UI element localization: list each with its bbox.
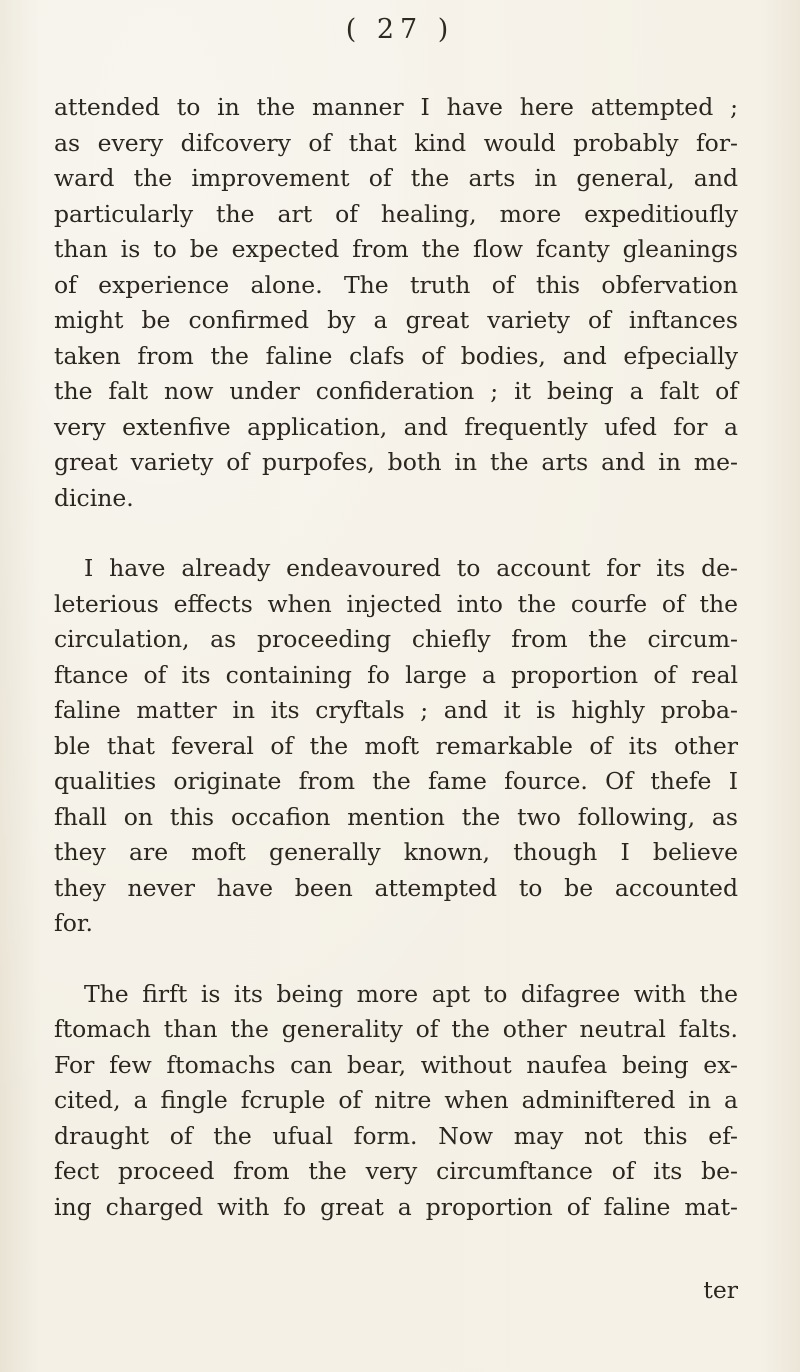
text-line: The firft is its being more apt to difagree with the [84,979,738,1008]
paragraph-gap [54,942,738,977]
text-line: particularly the art of healing, more expeditioufly [54,199,738,228]
text-line: faline matter in its cryftals ; and it is highly proba- [54,696,738,724]
paragraph [54,977,738,1226]
text-line: might be confirmed by a great variety of inftances [54,306,738,334]
text-line: very extenfive application, and frequently ufed for a [54,412,738,441]
text-line: the falt now under confideration ; it being a falt of [54,377,738,405]
text-line: great variety of purpofes, both in the arts and in me- [54,448,738,476]
text-line: fhall on this occafion mention the two following, as [54,802,738,831]
text-line: For few ftomachs can bear, without naufea being ex- [54,1050,738,1079]
text-line: than is to be expected from the flow fcanty gleanings [54,235,738,263]
text-line: cited, a fingle fcruple of nitre when adminiftered in a [54,1086,738,1114]
text-line: attended to in the manner I have here attempted ; [54,93,738,121]
text-line: of experience alone. The truth of this obfervation [54,270,738,299]
text-line: as every difcovery of that kind would probably for- [54,128,738,157]
text-line: ward the improvement of the arts in general, and [54,164,738,192]
body-text [54,90,738,1225]
paragraph [54,90,738,516]
text-line: ftomach than the generality of the other neutral falts. [54,1015,738,1043]
text-line: ing charged with fo great a proportion of faline mat- [54,1192,738,1221]
paragraph [54,551,738,942]
text-line: leterious effects when injected into the courfe of the [54,589,738,618]
text-line: they never have been attempted to be accounted [54,873,738,902]
paragraph-gap [54,516,738,551]
text-line: they are moft generally known, though I believe [54,838,738,866]
text-line: ftance of its containing fo large a proportion of real [54,660,738,689]
text-line: ble that feveral of the moft remarkable of its other [54,731,738,760]
text-line: draught of the ufual form. Now may not this ef- [54,1121,738,1150]
text-line: qualities originate from the fame fource. Of thefe I [54,767,738,795]
text-line: taken from the faline clafs of bodies, and efpecially [54,341,738,370]
text-line: circulation, as proceeding chiefly from the circum- [54,625,738,653]
page-number: ( 27 ) [345,14,455,45]
catchword: ter [703,1276,738,1304]
text-line: dicine. [54,483,134,512]
text-line: fect proceed from the very circumftance of its be- [54,1157,738,1185]
text-line: I have already endeavoured to account for its de- [84,554,738,582]
text-line: for. [54,909,93,937]
